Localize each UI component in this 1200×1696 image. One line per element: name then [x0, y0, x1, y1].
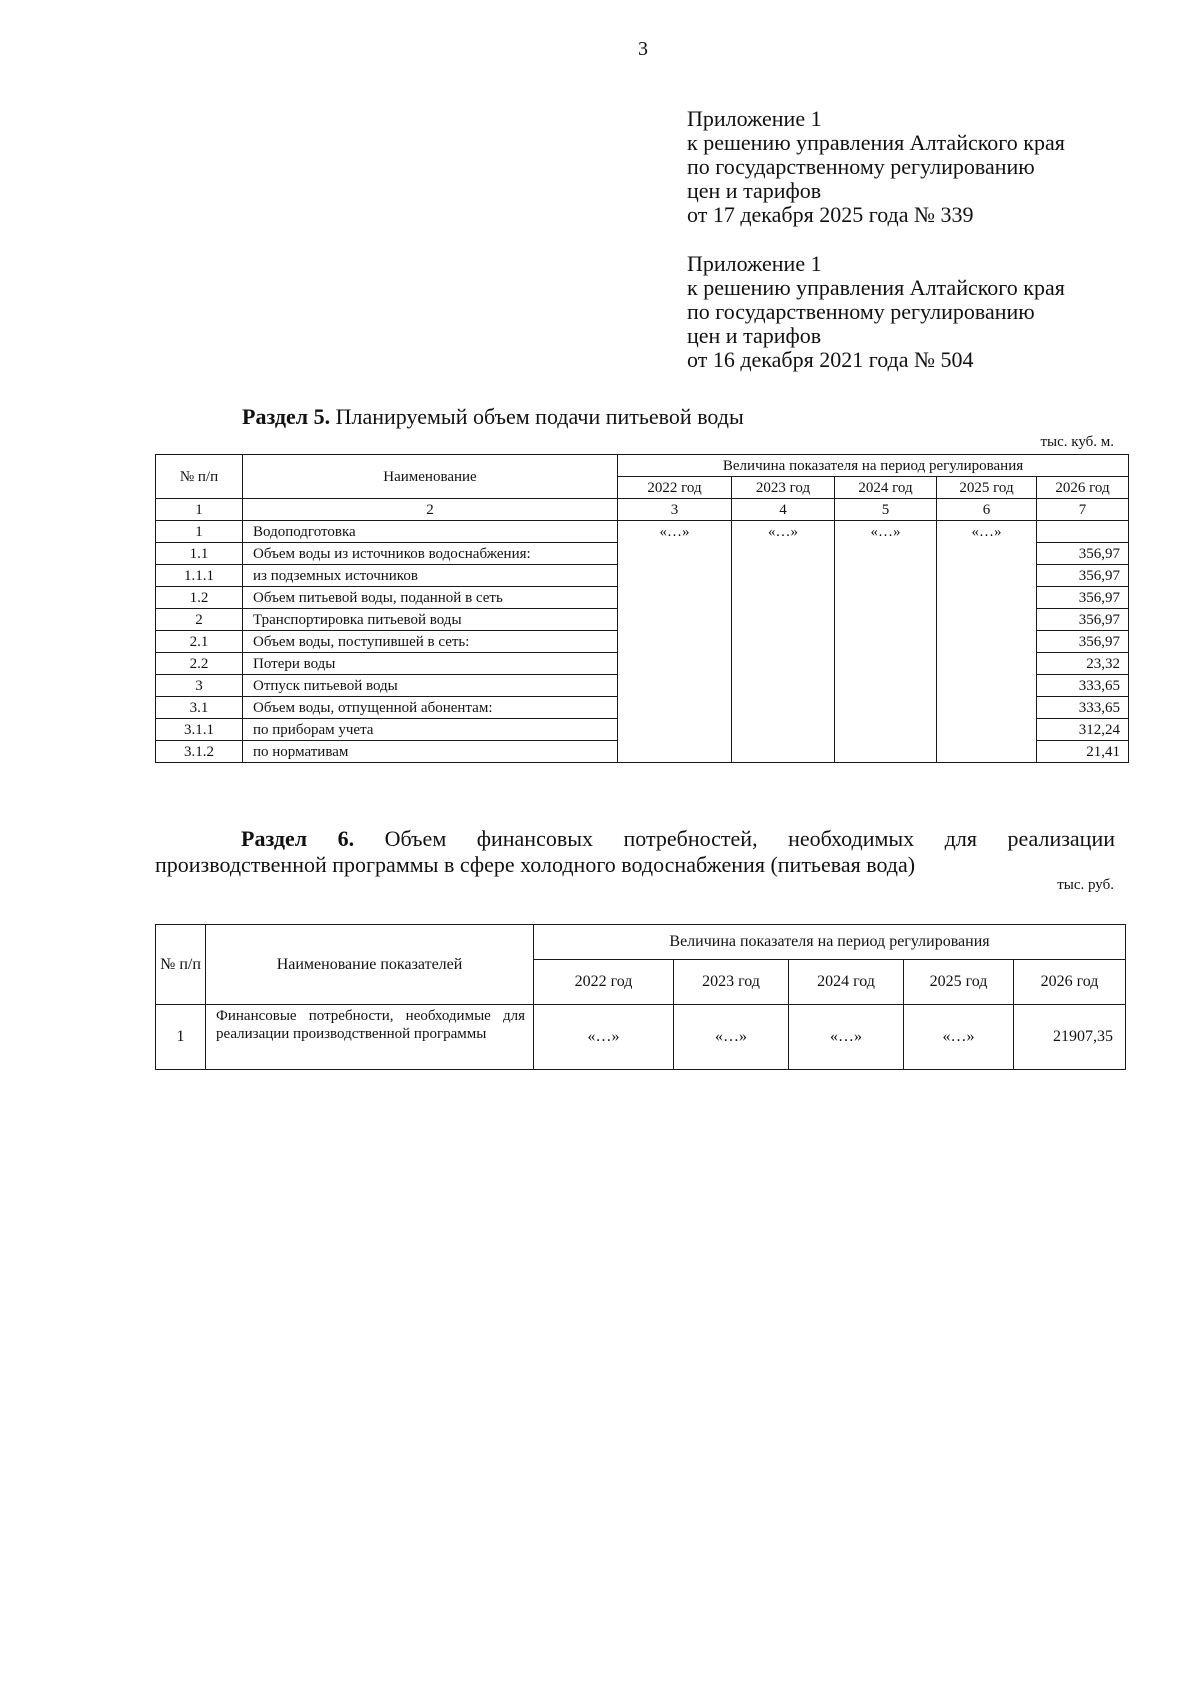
table-row — [156, 565, 1129, 587]
column-number: 4 — [732, 499, 835, 521]
value-2023: «…» — [674, 1005, 789, 1070]
row-num: 2.1 — [156, 631, 243, 653]
row-num: 3 — [156, 675, 243, 697]
value-2026: 356,97 — [1037, 609, 1129, 631]
column-number: 1 — [156, 499, 243, 521]
appendix-line: к решению управления Алтайского края — [687, 275, 1065, 300]
header-year: 2023 год — [732, 477, 835, 499]
header-year: 2025 год — [904, 960, 1014, 1005]
row-num: 1.2 — [156, 587, 243, 609]
value-2026: 356,97 — [1037, 587, 1129, 609]
appendix-line: по государственному регулированию — [687, 154, 1035, 179]
row-name: Водоподготовка — [243, 521, 618, 543]
value-2026: 23,32 — [1037, 653, 1129, 675]
table-row — [156, 653, 1129, 675]
header-year: 2024 год — [789, 960, 904, 1005]
value-2026: 21,41 — [1037, 741, 1129, 763]
row-num: 1 — [156, 521, 243, 543]
appendix-line: по государственному регулированию — [687, 299, 1035, 324]
header-num: № п/п — [156, 455, 243, 499]
row-num: 2 — [156, 609, 243, 631]
value-2025: «…» — [904, 1005, 1014, 1070]
column-number: 7 — [1037, 499, 1129, 521]
row-name: Объем питьевой воды, поданной в сеть — [243, 587, 618, 609]
value-2024: «…» — [835, 521, 937, 543]
appendix-block-current — [687, 107, 1065, 227]
value-2025: «…» — [937, 521, 1037, 543]
appendix-line: цен и тарифов — [687, 323, 822, 348]
row-name: Финансовые потребности, необходимые для реализации производственной программы — [206, 1005, 534, 1070]
row-num: 2.2 — [156, 653, 243, 675]
table-row — [156, 587, 1129, 609]
header-name: Наименование показателей — [206, 925, 534, 1005]
value-2026: 333,65 — [1037, 697, 1129, 719]
value-2022: «…» — [534, 1005, 674, 1070]
row-name: Отпуск питьевой воды — [243, 675, 618, 697]
value-2026: 356,97 — [1037, 565, 1129, 587]
row-name: Потери воды — [243, 653, 618, 675]
value-2026 — [1037, 521, 1129, 543]
column-number: 2 — [243, 499, 618, 521]
value-2024: «…» — [789, 1005, 904, 1070]
value-2023: «…» — [732, 521, 835, 543]
table-row — [156, 719, 1129, 741]
row-num: 3.1 — [156, 697, 243, 719]
header-period-group: Величина показателя на период регулирования — [618, 455, 1129, 477]
table-row — [156, 741, 1129, 763]
row-name: по нормативам — [243, 741, 618, 763]
header-period-group: Величина показателя на период регулирования — [534, 925, 1126, 960]
value-2026: 312,24 — [1037, 719, 1129, 741]
header-year: 2022 год — [618, 477, 732, 499]
row-num: 3.1.2 — [156, 741, 243, 763]
value-2026: 333,65 — [1037, 675, 1129, 697]
table-row — [156, 609, 1129, 631]
header-year: 2023 год — [674, 960, 789, 1005]
row-num: 1 — [156, 1005, 206, 1070]
row-name: Объем воды из источников водоснабжения: — [243, 543, 618, 565]
section5-title — [242, 404, 744, 430]
table-row — [156, 697, 1129, 719]
appendix-line: Приложение 1 — [687, 106, 822, 131]
value-2026: 21907,35 — [1014, 1005, 1126, 1070]
row-name: из подземных источников — [243, 565, 618, 587]
header-year: 2022 год — [534, 960, 674, 1005]
row-name: Объем воды, поступившей в сеть: — [243, 631, 618, 653]
header-year: 2024 год — [835, 477, 937, 499]
row-num: 1.1 — [156, 543, 243, 565]
appendix-line: от 16 декабря 2021 года № 504 — [687, 347, 974, 372]
appendix-line: от 17 декабря 2025 года № 339 — [687, 202, 974, 227]
header-name: Наименование — [243, 455, 618, 499]
column-number: 6 — [937, 499, 1037, 521]
section6-title-number: Раздел 6. — [241, 826, 355, 851]
row-num: 3.1.1 — [156, 719, 243, 741]
appendix-line: Приложение 1 — [687, 251, 822, 276]
section5-table — [155, 454, 1129, 763]
row-name: по приборам учета — [243, 719, 618, 741]
row-num: 1.1.1 — [156, 565, 243, 587]
header-year: 2026 год — [1037, 477, 1129, 499]
header-year: 2026 год — [1014, 960, 1126, 1005]
value-2022: «…» — [618, 521, 732, 543]
table-row — [156, 675, 1129, 697]
appendix-block-original — [687, 252, 1065, 372]
column-number: 3 — [618, 499, 732, 521]
appendix-line: к решению управления Алтайского края — [687, 130, 1065, 155]
value-2026: 356,97 — [1037, 543, 1129, 565]
page-number: 3 — [638, 38, 648, 60]
section6-unit: тыс. руб. — [1057, 877, 1114, 893]
section6-title-text: Объем финансовых потребностей, необходимых для реализации производственной программы в сфере холодного водоснабжения (питьевая вода) — [155, 826, 1115, 877]
row-name: Транспортировка питьевой воды — [243, 609, 618, 631]
table-row — [156, 1005, 1126, 1070]
section6-title — [155, 826, 1115, 878]
section5-unit: тыс. куб. м. — [1040, 434, 1114, 450]
section6-table — [155, 924, 1126, 1070]
section5-title-number: Раздел 5. — [242, 404, 331, 429]
table-row — [156, 543, 1129, 565]
table-row — [156, 521, 1129, 543]
table-row — [156, 631, 1129, 653]
header-year: 2025 год — [937, 477, 1037, 499]
header-num: № п/п — [156, 925, 206, 1005]
appendix-line: цен и тарифов — [687, 178, 822, 203]
row-name: Объем воды, отпущенной абонентам: — [243, 697, 618, 719]
section5-title-text: Планируемый объем подачи питьевой воды — [335, 404, 744, 429]
column-number: 5 — [835, 499, 937, 521]
value-2026: 356,97 — [1037, 631, 1129, 653]
